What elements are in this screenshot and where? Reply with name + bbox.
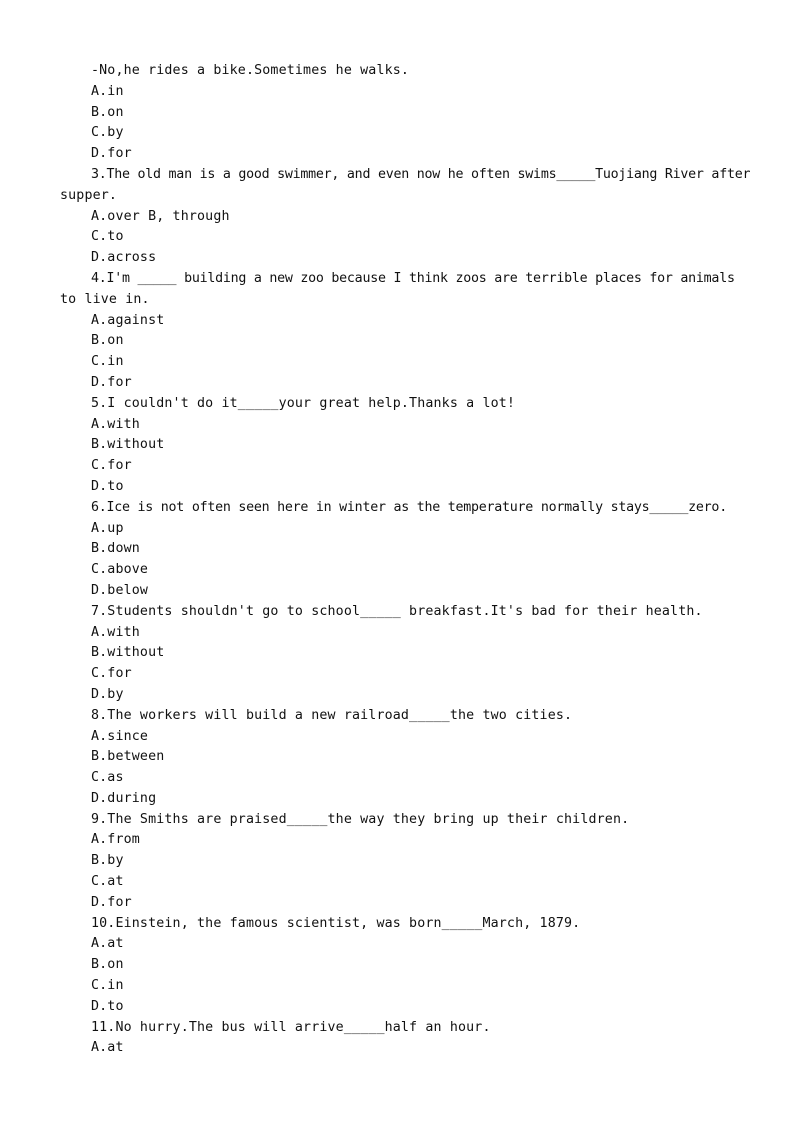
option-c: C.by [91,125,124,141]
option-b: B.without [91,645,165,661]
option-a: A.from [91,832,140,848]
option-a: A.at [91,936,124,952]
question-stem-continued: to live in. [60,291,150,307]
option-b: B.on [91,333,124,349]
question-stem: 3.The old man is a good swimmer, and even now he often swims_____Tuojiang River after [91,166,751,182]
document-page [0,61,794,1059]
option-a: A.against [91,312,165,328]
option-b: B.down [91,541,140,557]
option-d: D.across [91,250,157,266]
option-c: C.for [91,458,132,474]
question-stem: 6.Ice is not often seen here in winter as the temperature normally stays_____zero. [91,499,727,515]
option-d: D.by [91,686,124,702]
question-stem: 5.I couldn't do it_____your great help.Thanks a lot! [91,395,516,411]
question-stem: 11.No hurry.The bus will arrive_____half an hour. [91,1019,491,1035]
option-a: A.over B, through [91,208,230,224]
option-d: D.to [91,998,124,1014]
option-c: C.in [91,978,124,994]
option-c: C.above [91,562,149,578]
option-c: C.to [91,229,124,245]
question-stem: 4.I'm _____ building a new zoo because I think zoos are terrible places for animals [91,270,735,286]
option-a: A.with [91,624,140,640]
option-a: A.up [91,520,124,536]
option-a: A.since [91,728,149,744]
option-c: C.at [91,874,124,890]
option-d: D.during [91,790,157,806]
option-d: D.below [91,582,149,598]
option-b: B.between [91,749,165,765]
option-b: B.on [91,104,124,120]
option-d: D.for [91,374,132,390]
option-a: A.at [91,1040,124,1056]
question-stem: 9.The Smiths are praised_____the way they bring up their children. [91,811,630,827]
option-a: A.in [91,83,124,99]
option-c: C.for [91,666,132,682]
option-d: D.for [91,894,132,910]
option-b: B.by [91,853,124,869]
option-d: D.for [91,146,132,162]
question-stem: 7.Students shouldn't go to school_____ breakfast.It's bad for their health. [91,603,703,619]
option-c: C.in [91,354,124,370]
question-stem-continued: supper. [60,187,118,203]
answer-line: -No,he rides a bike.Sometimes he walks. [91,63,410,78]
question-stem: 10.Einstein, the famous scientist, was born_____March, 1879. [91,915,581,931]
option-a: A.with [91,416,140,432]
option-b: B.on [91,957,124,973]
question-stem: 8.The workers will build a new railroad_____the two cities. [91,707,573,723]
option-b: B.without [91,437,165,453]
option-c: C.as [91,770,124,786]
option-d: D.to [91,478,124,494]
